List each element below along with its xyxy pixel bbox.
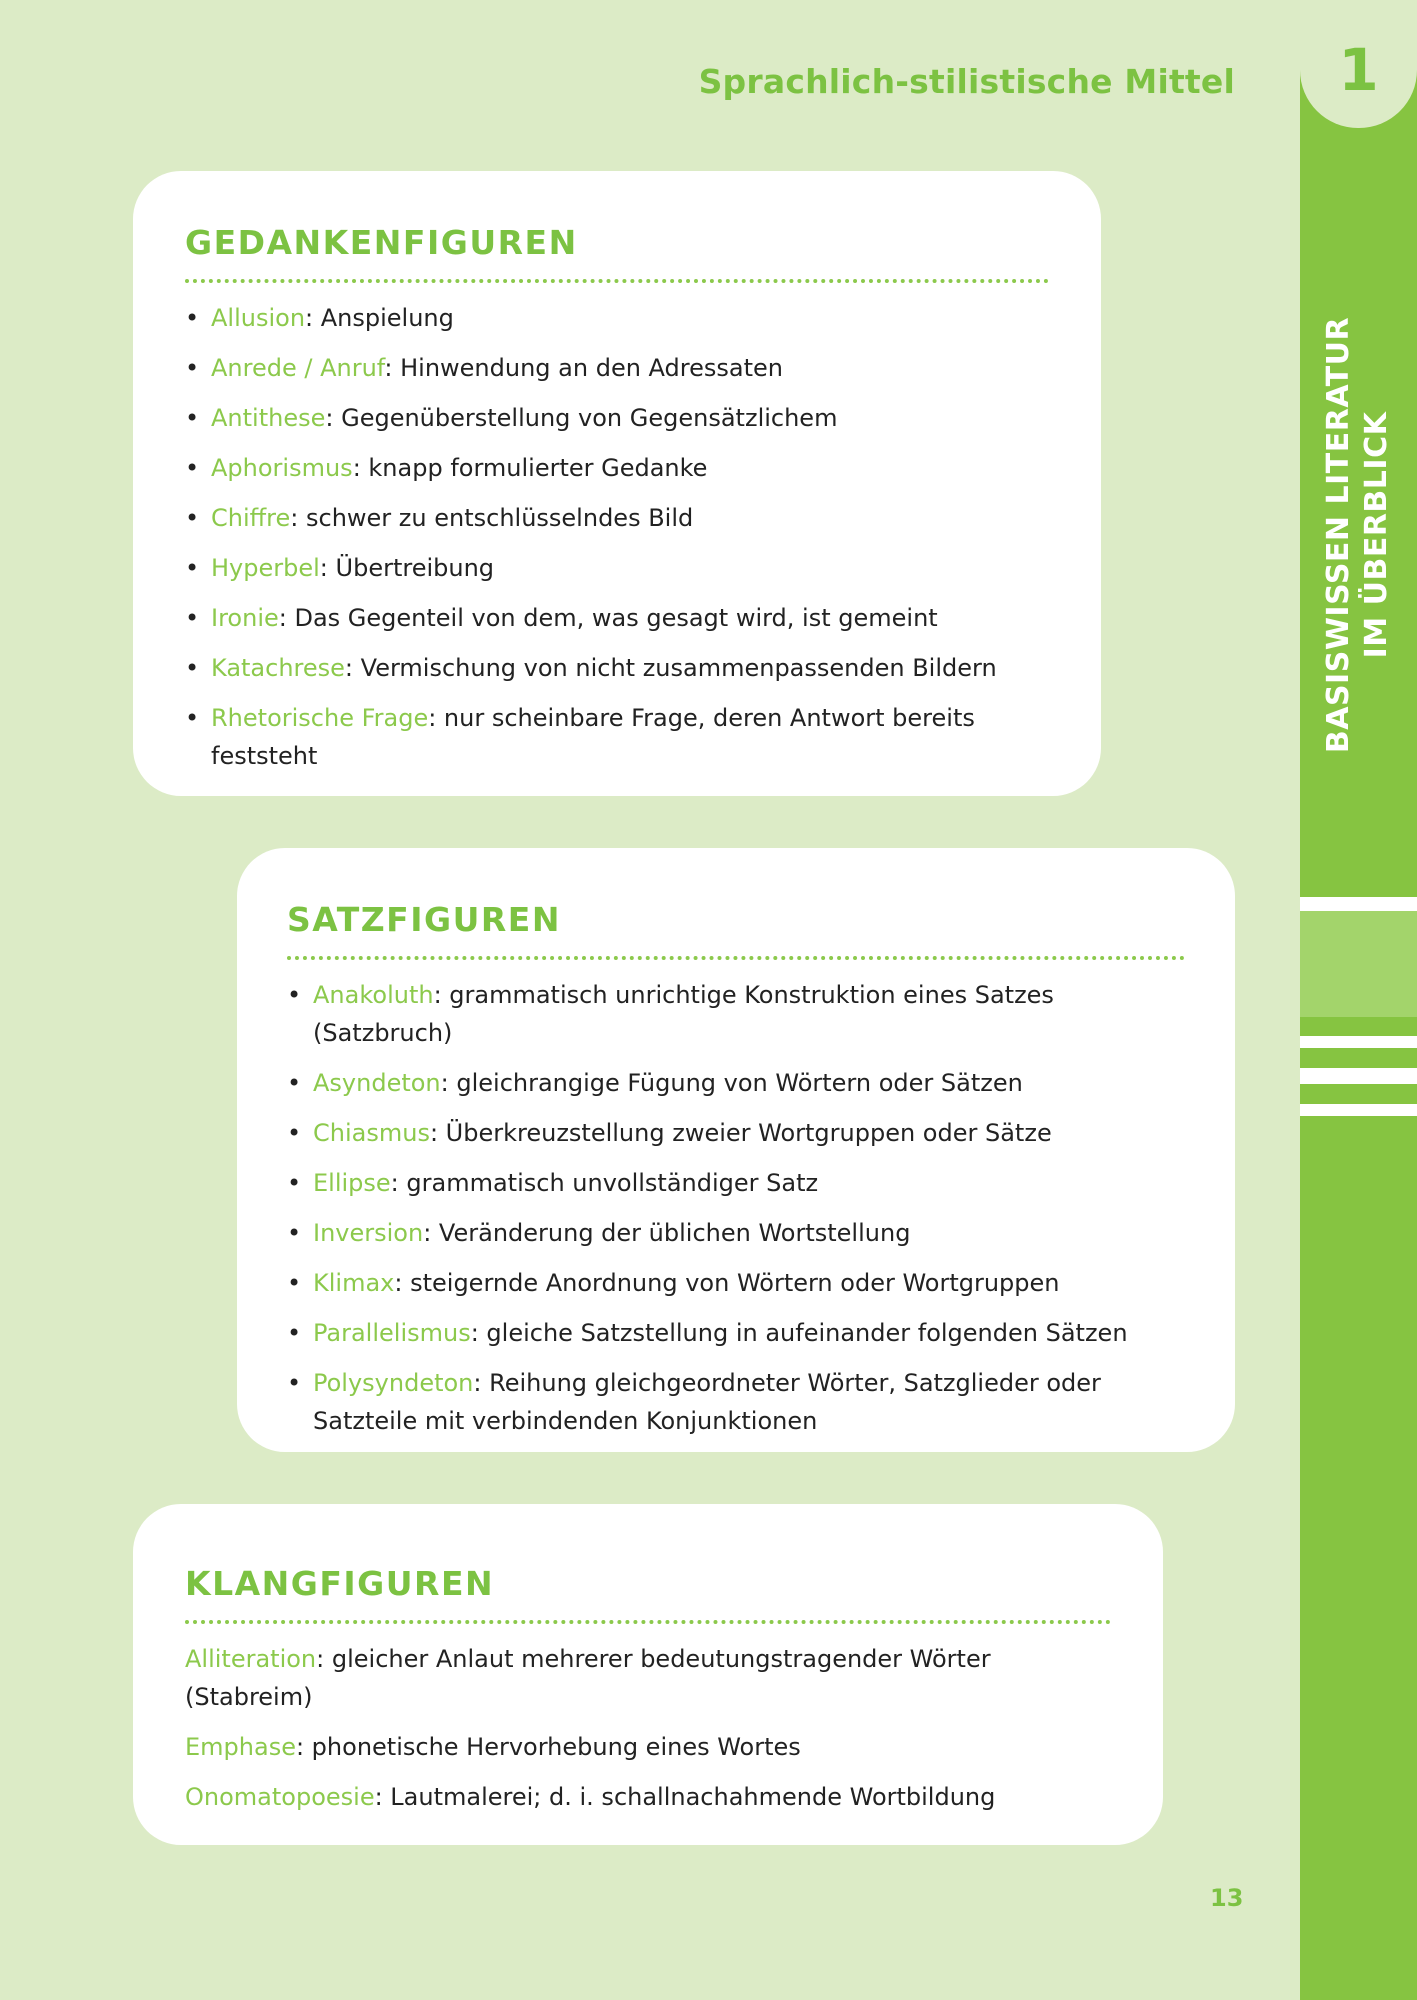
chapter-number-badge: [1300, 0, 1417, 128]
chapter-label-line2: IM ÜBERBLICK: [1359, 411, 1394, 659]
term: Hyperbel: [211, 554, 320, 582]
list-item: [185, 449, 1049, 487]
tab-band-light: [1300, 911, 1417, 1017]
definition: : Das Gegenteil von dem, was gesagt wird, ist gemeint: [278, 604, 938, 632]
definition: : Veränderung der üblichen Wortstellung: [423, 1219, 911, 1247]
definition: : grammatisch unrichtige Konstruktion eines Satzes (Satzbruch): [313, 981, 1054, 1047]
tab-stripe: [1300, 1036, 1417, 1048]
term: Ironie: [211, 604, 279, 632]
dotted-divider: [185, 279, 1049, 283]
definition: : Übertreibung: [319, 554, 495, 582]
term-list-satzfiguren: [287, 976, 1185, 1440]
definition: : Gegenüberstellung von Gegensätzlichem: [325, 404, 838, 432]
card-klangfiguren: [133, 1504, 1163, 1845]
term: Chiasmus: [313, 1119, 430, 1147]
term: Katachrese: [211, 654, 345, 682]
list-item: [185, 499, 1049, 537]
definition: : schwer zu entschlüsselndes Bild: [290, 504, 694, 532]
list-item: [185, 599, 1049, 637]
dotted-divider: [287, 956, 1185, 960]
list-item: [185, 549, 1049, 587]
list-item: [287, 1264, 1185, 1302]
list-item: [185, 699, 1049, 775]
tab-stripe: [1300, 897, 1417, 911]
term: Alliteration: [185, 1645, 317, 1673]
chapter-label-line1: BASISWISSEN LITERATUR: [1321, 316, 1356, 754]
list-item: [185, 299, 1049, 337]
list-item: [287, 1164, 1185, 1202]
term: Anrede / Anruf: [211, 354, 385, 382]
definition: : Lautmalerei; d. i. schallnachahmende Wortbildung: [374, 1783, 996, 1811]
chapter-number: 1: [1338, 36, 1379, 104]
list-item: [185, 349, 1049, 387]
definition: : Überkreuzstellung zweier Wortgruppen oder Sätze: [429, 1119, 1052, 1147]
definition: : Reihung gleichgeordneter Wörter, Satzglieder oder Satzteile mit verbindenden Konjunktionen: [313, 1369, 1101, 1435]
list-item: [287, 976, 1185, 1052]
dotted-divider: [185, 1620, 1111, 1624]
list-item: [287, 1364, 1185, 1440]
definition: : phonetische Hervorhebung eines Wortes: [295, 1733, 801, 1761]
tab-stripe: [1300, 1104, 1417, 1116]
chapter-tab: [1300, 0, 1417, 2000]
term: Onomatopoesie: [185, 1783, 375, 1811]
term: Klimax: [313, 1269, 395, 1297]
list-item: [287, 1114, 1185, 1152]
section-title-klangfiguren: KLANGFIGUREN: [185, 1564, 495, 1603]
term: Asyndeton: [313, 1069, 441, 1097]
list-item: [287, 1214, 1185, 1252]
term: Antithese: [211, 404, 326, 432]
list-item: [185, 1640, 1111, 1716]
definition: : gleichrangige Fügung von Wörtern oder Sätzen: [440, 1069, 1023, 1097]
term: Anakoluth: [313, 981, 434, 1009]
list-item: [185, 1778, 1111, 1816]
section-title-satzfiguren: SATZFIGUREN: [287, 900, 561, 939]
definition: : Hinwendung an den Adressaten: [384, 354, 783, 382]
list-item: [185, 1728, 1111, 1766]
term: Parallelismus: [313, 1319, 471, 1347]
page-number: 13: [1210, 1884, 1244, 1912]
term: Polysyndeton: [313, 1369, 474, 1397]
tab-band: [1300, 806, 1417, 896]
definition: : Anspielung: [305, 304, 454, 332]
definition: : gleicher Anlaut mehrerer bedeutungstragender Wörter (Stabreim): [185, 1645, 991, 1711]
list-item: [185, 649, 1049, 687]
term-list-gedankenfiguren: [185, 299, 1049, 775]
card-satzfiguren: [237, 848, 1235, 1452]
definition: : gleiche Satzstellung in aufeinander folgenden Sätzen: [470, 1319, 1128, 1347]
term: Rhetorische Frage: [211, 704, 429, 732]
term: Chiffre: [211, 504, 291, 532]
term: Ellipse: [313, 1169, 391, 1197]
list-item: [287, 1064, 1185, 1102]
term: Allusion: [211, 304, 306, 332]
definition: : nur scheinbare Frage, deren Antwort bereits feststeht: [211, 704, 975, 770]
term: Emphase: [185, 1733, 296, 1761]
chapter-label: [1320, 317, 1396, 753]
list-item: [185, 399, 1049, 437]
term-list-klangfiguren: [185, 1640, 1111, 1816]
card-gedankenfiguren: [133, 171, 1101, 796]
section-title-gedankenfiguren: GEDANKENFIGUREN: [185, 223, 578, 262]
tab-stripe: [1300, 1068, 1417, 1084]
list-item: [287, 1314, 1185, 1352]
definition: : steigernde Anordnung von Wörtern oder Wortgruppen: [394, 1269, 1060, 1297]
definition: : Vermischung von nicht zusammenpassenden Bildern: [344, 654, 997, 682]
term: Inversion: [313, 1219, 424, 1247]
term: Aphorismus: [211, 454, 353, 482]
page-title: Sprachlich-stilistische Mittel: [698, 62, 1235, 101]
definition: : grammatisch unvollständiger Satz: [390, 1169, 819, 1197]
definition: : knapp formulierter Gedanke: [352, 454, 708, 482]
